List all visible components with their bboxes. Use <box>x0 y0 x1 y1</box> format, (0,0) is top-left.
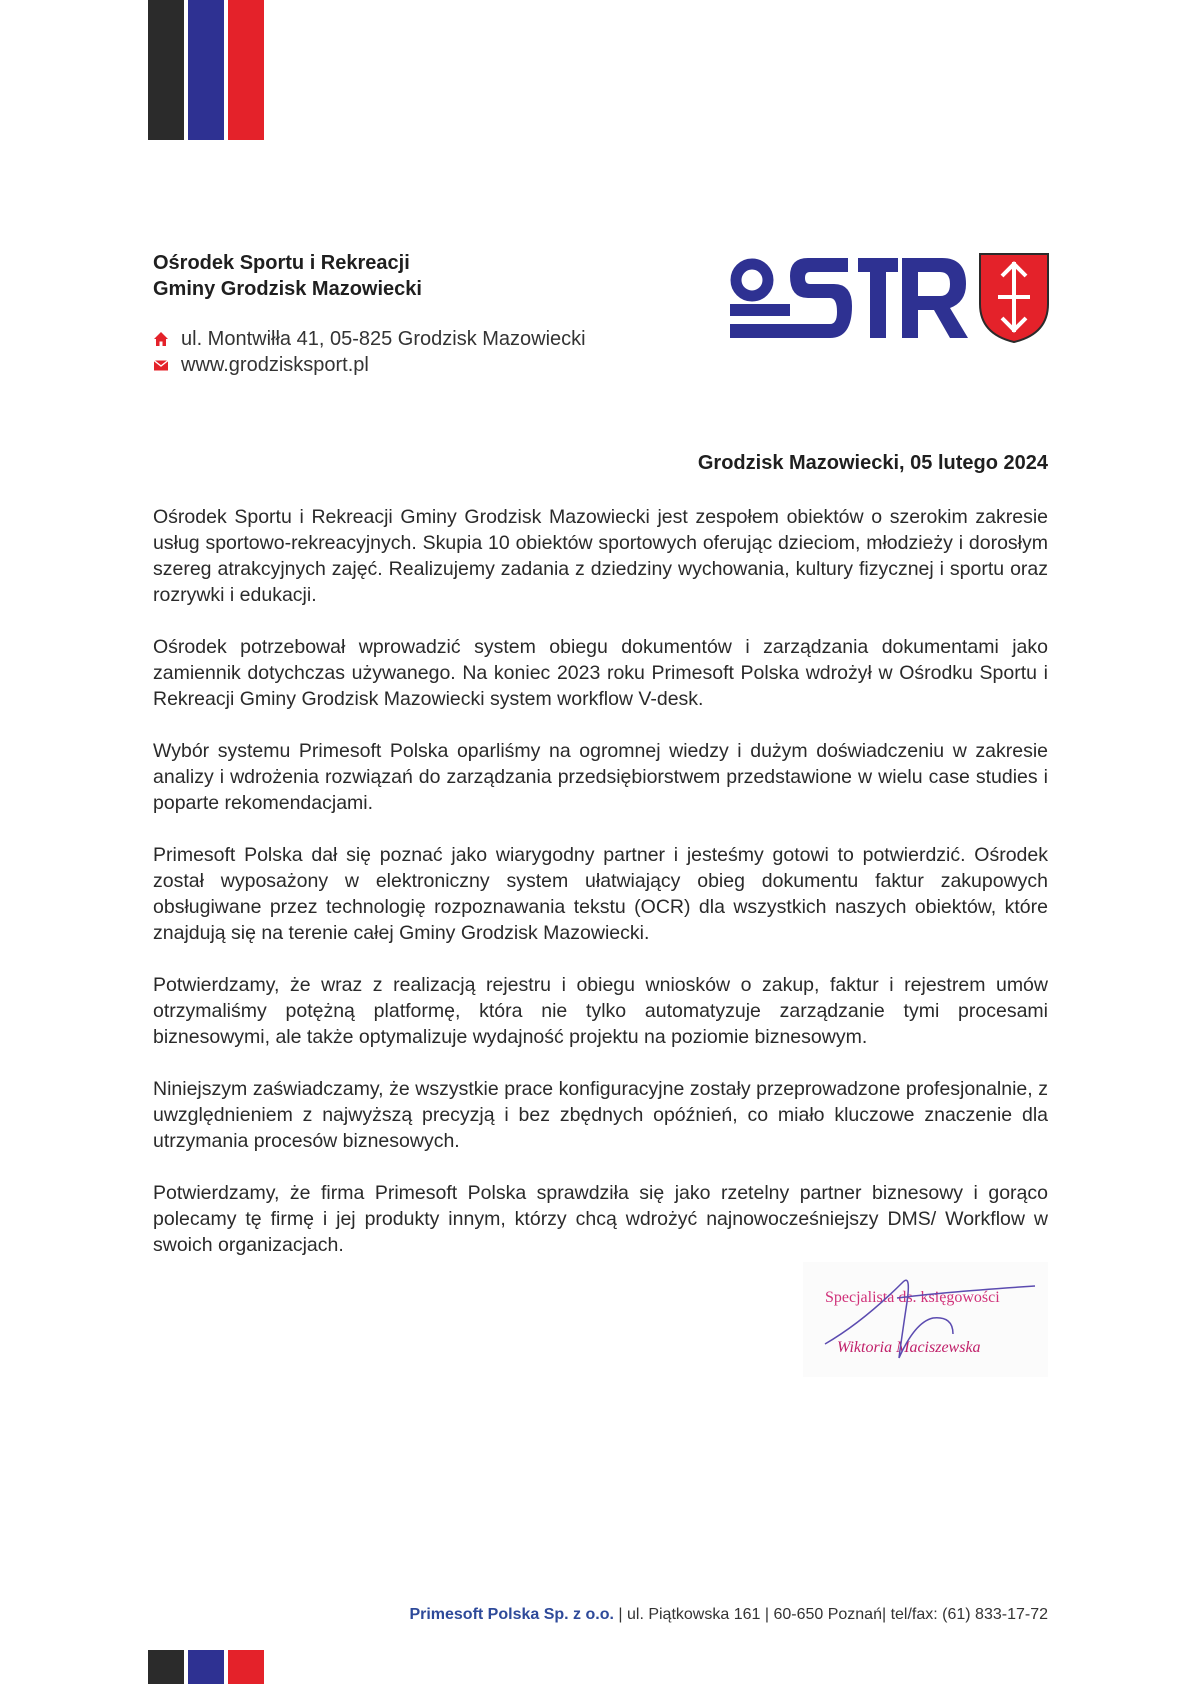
header-stripes <box>148 0 264 140</box>
letter-body <box>153 504 1048 1284</box>
home-icon <box>153 331 169 347</box>
paragraph: Ośrodek potrzebował wprowadzić system obiegu dokumentów i zarządzania dokumentami jako zamiennik dotychczas używanego. Na koniec 2023 roku Primesoft Polska wdrożył w Ośrodku Sportu i Rekreacji Gminy Grodzisk Mazowiecki system workflow V-desk. <box>153 636 1048 710</box>
footer-company: Primesoft Polska Sp. z o.o. <box>409 1606 614 1623</box>
stripe-red <box>228 1650 264 1684</box>
organization-name-line2: Gminy Grodzisk Mazowiecki <box>153 278 422 300</box>
paragraph: Wybór systemu Primesoft Polska oparliśmy na ogromnej wiedzy i dużym doświadczeniu w zakresie analizy i wdrożenia rozwiązań do zarządzania przedsiębiorstwem przedstawione w wielu case studies i poparte rekomendacjami. <box>153 740 1048 814</box>
paragraph: Primesoft Polska dał się poznać jako wiarygodny partner i jesteśmy gotowi to potwierdzić. Ośrodek został wyposażony w elektroniczny system ułatwiający obieg dokumentu faktur zakupowych obsługiwane przez technologię rozpoznawania tekstu (OCR) dla wszystkich naszych obiektów, które znajdują się na terenie całej Gminy Grodzisk Mazowiecki. <box>153 844 1048 944</box>
footer-details: | ul. Piątkowska 161 | 60-650 Poznań| tel/fax: (61) 833-17-72 <box>613 1606 1048 1623</box>
contact-info <box>153 326 586 378</box>
stripe-black <box>148 0 184 140</box>
organization-name-line1: Ośrodek Sportu i Rekreacji <box>153 252 410 274</box>
paragraph: Niniejszym zaświadczamy, że wszystkie prace konfiguracyjne zostały przeprowadzone profesjonalnie, z uwzględnieniem z najwyższą precyzją i bez zbędnych opóźnień, co miało kluczowe znaczenie dla utrzymania procesów biznesowych. <box>153 1078 1048 1152</box>
stripe-blue <box>188 0 224 140</box>
osir-logo <box>730 252 1050 344</box>
stripe-blue <box>188 1650 224 1684</box>
stripe-black <box>148 1650 184 1684</box>
website-row <box>153 352 586 378</box>
address-text: ul. Montwiłła 41, 05-825 Grodzisk Mazowiecki <box>181 328 586 350</box>
envelope-icon <box>153 357 169 373</box>
letter-date: Grodzisk Mazowiecki, 05 lutego 2024 <box>697 452 1048 474</box>
paragraph: Potwierdzamy, że wraz z realizacją rejestru i obiegu wniosków o zakup, faktur i rejestrem umów otrzymaliśmy potężną platformę, która nie tylko automatyzuje zarządzanie tymi procesami biznesowymi, ale także optymalizuje wydajność projektu na poziomie biznesowym. <box>153 974 1048 1048</box>
coat-of-arms-icon <box>980 254 1048 342</box>
footer <box>409 1606 1048 1624</box>
paragraph: Ośrodek Sportu i Rekreacji Gminy Grodzisk Mazowiecki jest zespołem obiektów o szerokim zakresie usług sportowo-rekreacyjnych. Skupia 10 obiektów sportowych oferując dzieciom, młodzieży i dorosłym szereg atrakcyjnych zajęć. Realizujemy zadania z dziedziny wychowania, kultury fizycznej i sportu oraz rozrywki i edukacji. <box>153 506 1048 606</box>
footer-stripes <box>148 1650 264 1684</box>
stripe-red <box>228 0 264 140</box>
organization-name <box>153 250 422 302</box>
address-row <box>153 326 586 352</box>
website-link[interactable]: www.grodzisksport.pl <box>181 354 369 376</box>
signature-title: Specjalista ds. księgowości <box>825 1289 1000 1306</box>
signature-name: Wiktoria Maciszewska <box>837 1339 981 1356</box>
paragraph: Potwierdzamy, że firma Primesoft Polska sprawdziła się jako rzetelny partner biznesowy i gorąco polecamy tę firmę i jej produkty innym, którzy chcą wdrożyć najnowocześniejszy DMS/ Workflow w swoich organizacjach. <box>153 1182 1048 1256</box>
signature-stamp <box>803 1262 1048 1377</box>
